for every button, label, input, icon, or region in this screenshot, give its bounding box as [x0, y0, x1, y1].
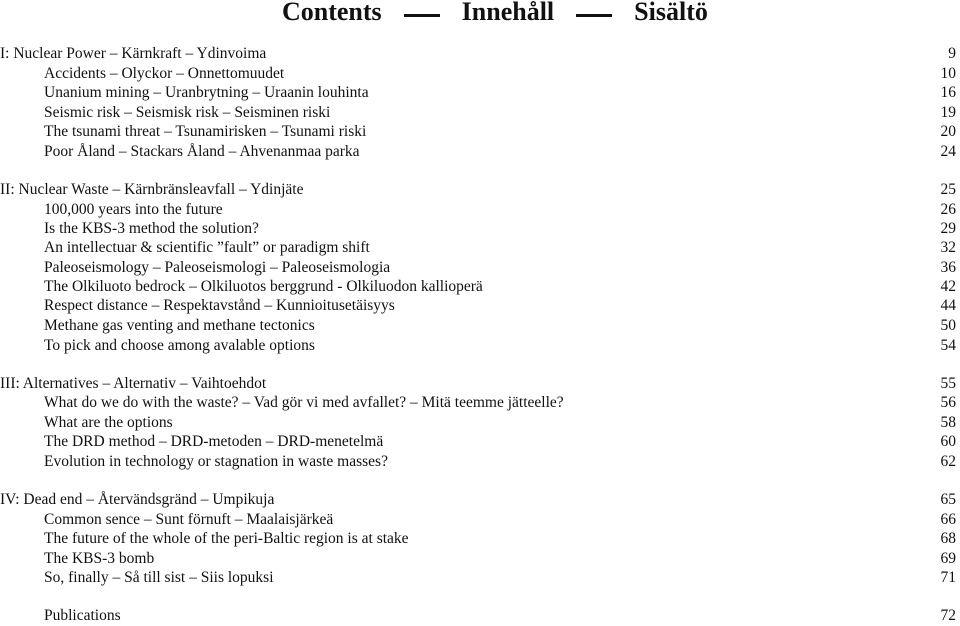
toc-entry-label: The DRD method – DRD-metoden – DRD-menetelmä — [44, 433, 384, 450]
toc-section-heading[interactable] — [0, 44, 958, 64]
toc-section-heading[interactable] — [0, 490, 958, 510]
toc-section-heading[interactable] — [0, 374, 958, 394]
toc-entry[interactable] — [0, 238, 958, 258]
toc-page-number: 26 — [940, 201, 956, 218]
toc-entry[interactable] — [0, 432, 958, 452]
toc-entry-label: 100,000 years into the future — [44, 201, 223, 218]
toc-entry-label: II: Nuclear Waste – Kärnbränsleavfall – Ydinjäte — [0, 181, 304, 198]
toc-entry[interactable] — [0, 200, 958, 220]
toc-entry-label: The KBS-3 bomb — [44, 550, 155, 567]
title-dash — [404, 14, 440, 17]
toc-entry[interactable] — [0, 529, 958, 549]
toc-entry[interactable] — [0, 316, 958, 336]
toc-entry[interactable] — [0, 122, 958, 142]
toc-entry-label: Is the KBS-3 method the solution? — [44, 220, 259, 237]
toc-section-heading[interactable] — [0, 180, 958, 200]
toc-entry[interactable] — [0, 568, 958, 588]
toc-entry-label: The tsunami threat – Tsunamirisken – Tsunami riski — [44, 123, 367, 140]
toc-entry-label: IV: Dead end – Återvändsgränd – Umpikuja — [0, 491, 275, 508]
toc-entry-label: The future of the whole of the peri-Baltic region is at stake — [44, 530, 409, 547]
toc-entry-label: Common sence – Sunt förnuft – Maalaisjärkeä — [44, 511, 334, 528]
title-dash — [576, 14, 612, 17]
toc-entry-label: An intellectuar & scientific ”fault” or paradigm shift — [44, 239, 370, 256]
toc-page-number: 62 — [940, 453, 956, 470]
toc-page-number: 42 — [940, 278, 956, 295]
toc-page-number: 10 — [940, 65, 956, 82]
toc-page-number: 16 — [940, 84, 956, 101]
toc-page-number: 71 — [940, 569, 956, 586]
toc-page-number: 19 — [940, 104, 956, 121]
toc-entry[interactable] — [0, 142, 958, 162]
toc-entry[interactable] — [0, 549, 958, 569]
title-english: Contents — [282, 0, 382, 26]
toc-entry-publications[interactable] — [0, 606, 958, 626]
toc-page-number: 55 — [940, 375, 956, 392]
toc-entry[interactable] — [0, 258, 958, 278]
toc-page-number: 65 — [940, 491, 956, 508]
toc-entry[interactable] — [0, 413, 958, 433]
toc-entry-label: What are the options — [44, 414, 173, 431]
toc-entry-label: Accidents – Olyckor – Onnettomuudet — [44, 65, 285, 82]
toc-entry[interactable] — [0, 393, 958, 413]
toc-entry-label: Evolution in technology or stagnation in waste masses? — [44, 453, 388, 470]
toc-entry[interactable] — [0, 452, 958, 472]
toc-page-number: 24 — [940, 143, 956, 160]
toc-entry[interactable] — [0, 296, 958, 316]
toc-page-number: 36 — [940, 259, 956, 276]
toc-entry-label: I: Nuclear Power – Kärnkraft – Ydinvoima — [0, 45, 267, 62]
toc-entry-label: Publications — [44, 607, 121, 624]
toc-page-number: 9 — [948, 45, 956, 62]
toc-page-number: 66 — [940, 511, 956, 528]
toc-page-number: 69 — [940, 550, 956, 567]
toc-entry[interactable] — [0, 336, 958, 356]
toc-entry-label: The Olkiluoto bedrock – Olkiluotos berggrund - Olkiluodon kallioperä — [44, 278, 483, 295]
toc-entry-label: Poor Åland – Stackars Åland – Ahvenanmaa parka — [44, 143, 360, 160]
toc-page-number: 54 — [940, 337, 956, 354]
page-title — [0, 0, 960, 27]
toc-entry[interactable] — [0, 64, 958, 84]
toc-page-number: 72 — [940, 607, 956, 624]
toc-entry[interactable] — [0, 103, 958, 123]
toc-page-number: 68 — [940, 530, 956, 547]
toc-entry-label: Respect distance – Respektavstånd – Kunnioitusetäisyys — [44, 297, 395, 314]
toc-entry-label: Seismic risk – Seismisk risk – Seisminen riski — [44, 104, 331, 121]
toc-page-number: 20 — [940, 123, 956, 140]
toc-entry[interactable] — [0, 83, 958, 103]
toc-page-number: 29 — [940, 220, 956, 237]
toc-page-number: 50 — [940, 317, 956, 334]
toc-page-number: 25 — [940, 181, 956, 198]
toc-page-number: 60 — [940, 433, 956, 450]
toc-entry-label: To pick and choose among avalable options — [44, 337, 315, 354]
toc-page-number: 44 — [940, 297, 956, 314]
toc-entry-label: What do we do with the waste? – Vad gör vi med avfallet? – Mitä teemme jätteelle? — [44, 394, 564, 411]
toc-entry-label: Methane gas venting and methane tectonics — [44, 317, 315, 334]
toc-entry[interactable] — [0, 277, 958, 297]
toc-entry[interactable] — [0, 510, 958, 530]
title-finnish: Sisältö — [634, 0, 708, 26]
toc-entry-label: Unanium mining – Uranbrytning – Uraanin louhinta — [44, 84, 369, 101]
title-swedish: Innehåll — [461, 0, 555, 26]
toc-entry[interactable] — [0, 219, 958, 239]
toc-entry-label: III: Alternatives – Alternativ – Vaihtoehdot — [0, 375, 267, 392]
toc-page-number: 58 — [940, 414, 956, 431]
toc-page-number: 32 — [940, 239, 956, 256]
toc-page-number: 56 — [940, 394, 956, 411]
toc-entry-label: Paleoseismology – Paleoseismologi – Paleoseismologia — [44, 259, 391, 276]
toc-entry-label: So, finally – Så till sist – Siis lopuksi — [44, 569, 274, 586]
